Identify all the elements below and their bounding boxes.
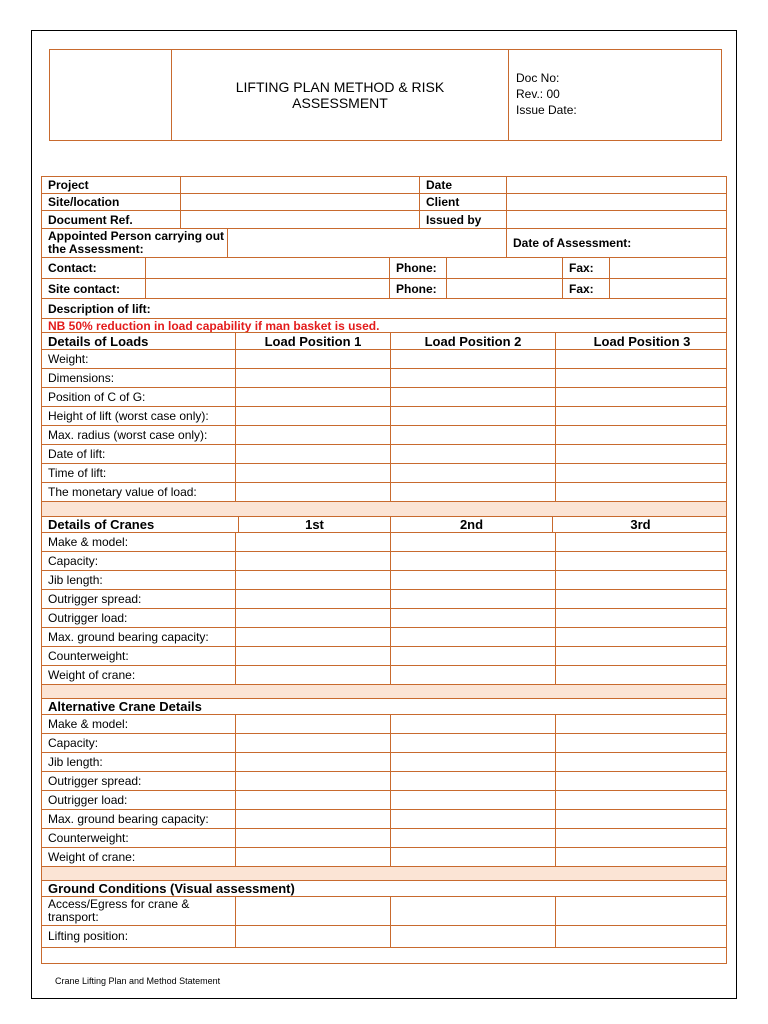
load-detail-value-cell[interactable] [391,369,556,387]
row-alt-header [42,699,726,715]
load-detail-value-cell[interactable] [236,426,391,444]
load-detail-value-cell[interactable] [391,445,556,463]
crane-detail-row [42,552,726,571]
crane-detail-value-cell[interactable] [391,628,556,646]
phone-label: Phone: [390,258,447,278]
crane-detail-row [42,628,726,647]
row-loads-header [42,333,726,350]
spacer-row [42,502,726,517]
crane-1st-header: 1st [239,517,391,532]
alt-crane-detail-row [42,734,726,753]
crane-detail-row [42,590,726,609]
project-field[interactable] [181,177,420,193]
load-detail-value-cell[interactable] [236,445,391,463]
alt-crane-detail-row [42,848,726,867]
alt-crane-detail-value-cell[interactable] [391,772,556,790]
spacer-row [42,867,726,881]
crane-detail-label: Counterweight: [42,647,236,665]
alt-crane-detail-value-cell[interactable] [556,791,728,809]
alt-crane-detail-value-cell[interactable] [236,734,391,752]
ground-condition-value-cell[interactable] [236,897,391,925]
client-field[interactable] [507,194,728,210]
alt-crane-detail-row [42,753,726,772]
site-fax-field[interactable] [610,279,728,298]
crane-detail-value-cell[interactable] [236,533,391,551]
load-detail-row [42,483,726,502]
doc-no-label: Doc No: [516,71,560,85]
crane-detail-label: Jib length: [42,571,236,589]
document-title: LIFTING PLAN METHOD & RISK ASSESSMENT [172,50,509,140]
crane-detail-value-cell[interactable] [391,552,556,570]
load-detail-value-cell[interactable] [236,369,391,387]
issued-by-label: Issued by [420,211,507,228]
ground-condition-value-cell[interactable] [236,926,391,947]
load-detail-value-cell[interactable] [391,388,556,406]
load-detail-label: Weight: [42,350,236,368]
alt-crane-detail-value-cell[interactable] [236,753,391,771]
site-phone-label: Phone: [390,279,447,298]
row-cranes-header [42,517,726,533]
load-detail-label: The monetary value of load: [42,483,236,501]
crane-detail-label: Outrigger spread: [42,590,236,608]
load-detail-value-cell[interactable] [391,464,556,482]
crane-detail-value-cell[interactable] [236,647,391,665]
alt-crane-detail-value-cell[interactable] [556,715,728,733]
alt-crane-detail-value-cell[interactable] [236,829,391,847]
row-site-contact [42,279,726,299]
load-detail-label: Height of lift (worst case only): [42,407,236,425]
alt-crane-detail-label: Max. ground bearing capacity: [42,810,236,828]
document-ref-field[interactable] [181,211,420,228]
load-detail-label: Dimensions: [42,369,236,387]
appointed-person-field[interactable] [228,229,507,257]
alt-crane-detail-label: Outrigger spread: [42,772,236,790]
alt-crane-detail-value-cell[interactable] [236,791,391,809]
alt-crane-detail-value-cell[interactable] [556,734,728,752]
site-location-field[interactable] [181,194,420,210]
crane-detail-value-cell[interactable] [556,647,728,665]
alt-crane-detail-value-cell[interactable] [236,772,391,790]
crane-detail-value-cell[interactable] [391,609,556,627]
alt-crane-detail-row [42,791,726,810]
crane-detail-value-cell[interactable] [391,590,556,608]
alt-crane-detail-value-cell[interactable] [391,848,556,866]
alt-crane-detail-value-cell[interactable] [556,810,728,828]
alt-crane-detail-label: Counterweight: [42,829,236,847]
load-detail-value-cell[interactable] [556,407,728,425]
crane-detail-value-cell[interactable] [556,666,728,684]
row-site [42,194,726,211]
alt-crane-detail-label: Capacity: [42,734,236,752]
alt-crane-detail-value-cell[interactable] [556,848,728,866]
crane-detail-row [42,666,726,685]
load-detail-label: Position of C of G: [42,388,236,406]
load-detail-row [42,464,726,483]
man-basket-note: NB 50% reduction in load capability if man basket is used. [48,319,380,332]
alt-crane-detail-label: Make & model: [42,715,236,733]
date-label: Date [420,177,507,193]
load-detail-value-cell[interactable] [391,350,556,368]
crane-detail-value-cell[interactable] [556,590,728,608]
crane-detail-label: Weight of crane: [42,666,236,684]
crane-detail-value-cell[interactable] [236,628,391,646]
issued-by-field[interactable] [507,211,728,228]
crane-detail-value-cell[interactable] [556,533,728,551]
alt-crane-detail-label: Outrigger load: [42,791,236,809]
alt-crane-detail-row [42,772,726,791]
alt-crane-detail-value-cell[interactable] [391,810,556,828]
load-detail-value-cell[interactable] [391,407,556,425]
load-detail-row [42,426,726,445]
crane-detail-label: Capacity: [42,552,236,570]
alt-crane-detail-value-cell[interactable] [391,791,556,809]
crane-detail-value-cell[interactable] [236,590,391,608]
alt-crane-detail-value-cell[interactable] [236,715,391,733]
alt-crane-detail-value-cell[interactable] [236,810,391,828]
spacer-row [42,685,726,699]
load-detail-value-cell[interactable] [236,464,391,482]
alt-crane-detail-row [42,715,726,734]
ground-heading: Ground Conditions (Visual assessment) [48,881,295,896]
crane-detail-value-cell[interactable] [236,571,391,589]
assessment-form [41,176,727,964]
load-detail-value-cell[interactable] [236,407,391,425]
load-detail-value-cell[interactable] [556,464,728,482]
appointed-person-label: Appointed Person carrying out the Assessment: [42,229,228,257]
crane-detail-row [42,609,726,628]
ground-condition-value-cell[interactable] [391,897,556,925]
load-detail-row [42,445,726,464]
load-position-1-header: Load Position 1 [236,333,391,349]
crane-detail-label: Outrigger load: [42,609,236,627]
crane-detail-row [42,647,726,666]
crane-detail-value-cell[interactable] [236,666,391,684]
load-detail-row [42,369,726,388]
document-ref-label: Document Ref. [42,211,181,228]
load-detail-value-cell[interactable] [236,350,391,368]
row-docref [42,211,726,229]
load-detail-value-cell[interactable] [236,388,391,406]
crane-detail-value-cell[interactable] [391,647,556,665]
client-label: Client [420,194,507,210]
crane-detail-label: Make & model: [42,533,236,551]
site-location-label: Site/location [42,194,181,210]
project-label: Project [42,177,181,193]
load-detail-value-cell[interactable] [556,445,728,463]
crane-detail-value-cell[interactable] [556,628,728,646]
ground-condition-label: Lifting position: [42,926,236,947]
load-detail-value-cell[interactable] [391,483,556,501]
ground-condition-label: Access/Egress for crane & transport: [42,897,236,925]
alt-crane-detail-value-cell[interactable] [556,829,728,847]
alt-crane-detail-value-cell[interactable] [391,715,556,733]
load-detail-label: Time of lift: [42,464,236,482]
document-header [49,49,722,141]
ground-condition-value-cell[interactable] [556,897,728,925]
row-contact [42,258,726,279]
site-fax-label: Fax: [563,279,610,298]
row-project [42,177,726,194]
ground-condition-value-cell[interactable] [391,926,556,947]
crane-3rd-header: 3rd [630,517,651,532]
ground-condition-value-cell[interactable] [556,926,728,947]
alt-crane-detail-row [42,810,726,829]
row-ground-header [42,881,726,897]
load-detail-label: Date of lift: [42,445,236,463]
contact-field[interactable] [146,258,390,278]
load-detail-value-cell[interactable] [556,388,728,406]
alt-crane-detail-value-cell[interactable] [556,753,728,771]
alt-crane-detail-value-cell[interactable] [391,734,556,752]
fax-field[interactable] [610,258,728,278]
crane-detail-label: Max. ground bearing capacity: [42,628,236,646]
issue-date-label: Issue Date: [516,103,577,117]
alt-crane-detail-row [42,829,726,848]
contact-label: Contact: [42,258,146,278]
row-description [42,299,726,319]
load-detail-value-cell[interactable] [556,369,728,387]
cranes-heading: Details of Cranes [42,517,239,532]
description-label: Description of lift: [48,301,151,316]
load-detail-row [42,350,726,369]
crane-detail-row [42,571,726,590]
crane-detail-value-cell[interactable] [236,552,391,570]
alt-crane-detail-label: Weight of crane: [42,848,236,866]
crane-detail-value-cell[interactable] [556,609,728,627]
ground-condition-row [42,926,726,948]
loads-heading: Details of Loads [42,333,236,349]
site-phone-field[interactable] [447,279,563,298]
load-detail-value-cell[interactable] [391,426,556,444]
alt-cranes-heading: Alternative Crane Details [48,699,202,714]
crane-detail-value-cell[interactable] [556,571,728,589]
date-field[interactable] [507,177,728,193]
row-appointed [42,229,726,258]
ground-condition-row [42,897,726,926]
phone-field[interactable] [447,258,563,278]
alt-crane-detail-label: Jib length: [42,753,236,771]
load-detail-value-cell[interactable] [556,483,728,501]
crane-detail-row [42,533,726,552]
crane-detail-value-cell[interactable] [236,609,391,627]
document-meta [516,70,577,118]
footer-text: Crane Lifting Plan and Method Statement [55,976,221,986]
logo-cell [50,50,172,140]
load-detail-value-cell[interactable] [556,350,728,368]
crane-detail-value-cell[interactable] [391,571,556,589]
load-position-2-header: Load Position 2 [391,333,556,349]
fax-label: Fax: [563,258,610,278]
crane-detail-value-cell[interactable] [391,666,556,684]
site-contact-field[interactable] [146,279,390,298]
load-detail-value-cell[interactable] [236,483,391,501]
alt-crane-detail-value-cell[interactable] [391,829,556,847]
load-detail-row [42,388,726,407]
date-of-assessment-label: Date of Assessment: [513,236,632,250]
load-position-3-header: Load Position 3 [593,333,691,349]
alt-crane-detail-value-cell[interactable] [391,753,556,771]
alt-crane-detail-value-cell[interactable] [556,772,728,790]
crane-detail-value-cell[interactable] [391,533,556,551]
crane-detail-value-cell[interactable] [556,552,728,570]
crane-2nd-header: 2nd [391,517,553,532]
revision-label: Rev.: 00 [516,87,560,101]
site-contact-label: Site contact: [42,279,146,298]
row-note [42,319,726,333]
alt-crane-detail-value-cell[interactable] [236,848,391,866]
load-detail-value-cell[interactable] [556,426,728,444]
load-detail-row [42,407,726,426]
load-detail-label: Max. radius (worst case only): [42,426,236,444]
